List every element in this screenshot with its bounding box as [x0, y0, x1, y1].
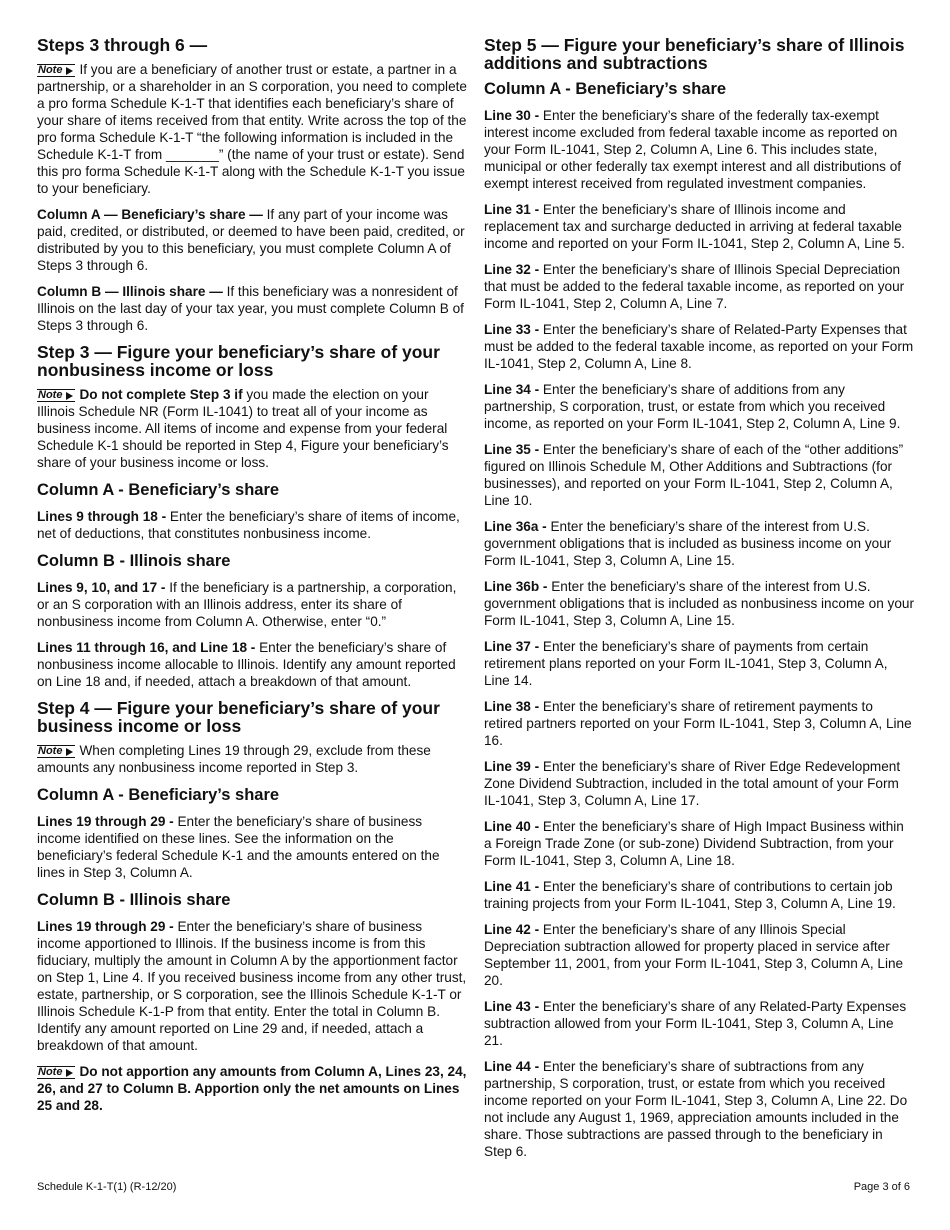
line-text: Enter the beneficiary’s share of the federally tax-exempt interest income excluded from federal taxable income as reported on your Form IL-1041, Step 2, Column A, Line 6. This includes state, municipal or other federally tax exempt interest and all distributions of exempt interest received from regulated investment companies. — [484, 108, 902, 191]
line-text: Enter the beneficiary’s share of each of the “other additions” figured on Illinois Schedule M, Other Additions and Subtractions (for businesses), and reported on your Form IL-1041, Step 2, Column A, Line 10. — [484, 442, 904, 508]
line-label: Line 43 - — [484, 999, 540, 1014]
line-instruction — [484, 518, 914, 569]
step-3-note: Note Do not complete Step 3 if you made the election on your Illinois Schedule NR (Form IL-1041) to treat all of your income as business income. All items of income and expense from your federal Schedule K-1 should be reported in Step 4, Figure your beneficiary’s share of your business income or loss. — [37, 387, 449, 470]
line-label: Line 30 - — [484, 108, 540, 123]
line-text: Enter the beneficiary’s share of Related-Party Expenses that must be added to the federal taxable income, as reported on your Form IL-1041, Step 2, Column A, Line 8. — [484, 322, 914, 371]
step-4-column-a-heading: Column A - Beneficiary’s share — [37, 786, 280, 804]
step-3-column-a-text: Lines 9 through 18 - Enter the beneficiary’s share of items of income, net of deductions, that constitutes nonbusiness income. — [37, 509, 460, 541]
step-5-column-a-heading: Column A - Beneficiary’s share — [484, 80, 727, 98]
line-text: Enter the beneficiary’s share of any Related-Party Expenses subtraction allowed from your Form IL-1041, Step 3, Column A, Line 21. — [484, 999, 907, 1048]
step-4-column-b-text: Lines 19 through 29 - Enter the beneficiary’s share of business income apportioned to Illinois. If the business income is from this fiduciary, multiply the amount in Column A by the apportionment factor on Step 1, Line 4. If you received business income from any other trust, estate, partnership, or S corporation, see the Illinois Schedule K-1-T or Illinois Schedule K-1-P from that entity. Enter the total in Column B. Identify any amount reported on Line 29 and, if needed, attach a breakdown of that amount. — [37, 919, 467, 1053]
line-instruction — [484, 878, 914, 912]
line-text: Enter the beneficiary’s share of the interest from U.S. government obligations that is included as nonbusiness income on your Form IL-1041, Step 3, Column A, Line 15. — [484, 579, 914, 628]
line-text: Enter the beneficiary’s share of High Impact Business within a Foreign Trade Zone (or sub-zone) Dividend Subtraction, from your Form IL-1041, Step 3, Column A, Line 18. — [484, 819, 904, 868]
right-column — [484, 30, 914, 1169]
line-instructions-list — [484, 107, 914, 1160]
line-text: Enter the beneficiary’s share of the interest from U.S. government obligations that is included as business income on your Form IL-1041, Step 3, Column A, Line 15. — [484, 519, 892, 568]
line-text: Enter the beneficiary’s share of retirement payments to retired partners reported on your Form IL-1041, Step 3, Column A, Line 16. — [484, 699, 912, 748]
line-label: Line 36b - — [484, 579, 548, 594]
line-label: Line 35 - — [484, 442, 540, 457]
note-icon: Note — [37, 1066, 75, 1079]
line-instruction — [484, 921, 914, 989]
line-instruction — [484, 998, 914, 1049]
page-number: Page 3 of 6 — [853, 1181, 910, 1193]
line-label: Line 36a - — [484, 519, 547, 534]
line-instruction — [484, 441, 914, 509]
line-label: Line 31 - — [484, 202, 540, 217]
line-label: Line 34 - — [484, 382, 540, 397]
line-text: Enter the beneficiary’s share of Illinois Special Depreciation that must be added to the federal taxable income, as reported on your Form IL-1041, Step 2, Column A, Line 7. — [484, 262, 905, 311]
line-instruction — [484, 578, 914, 629]
line-label: Line 44 - — [484, 1059, 540, 1074]
line-text: Enter the beneficiary’s share of any Illinois Special Depreciation subtraction allowed for property placed in service after September 11, 2001, from your Form IL-1041, Step 3, Column A, Line 20. — [484, 922, 904, 988]
left-column — [37, 30, 467, 1123]
line-label: Line 39 - — [484, 759, 540, 774]
steps-3-6-heading: Steps 3 through 6 — — [37, 35, 208, 55]
step-3-heading: Step 3 — Figure your beneficiary’s share of your nonbusiness income or loss — [37, 342, 440, 380]
line-instruction — [484, 201, 914, 252]
line-instruction — [484, 698, 914, 749]
steps-note-paragraph: Note If you are a beneficiary of another trust or estate, a partner in a partnership, or a shareholder in an S corporation, you need to complete a pro forma Schedule K-1-T that identifies each beneficiary’s share of your share of items received from that entity. Write across the top of the pro forma Schedule K-1-T “the following information is included in the Schedule K-1-T from _______” (the name of your trust or estate). Send this pro forma Schedule K-1-T along with the Schedule K-1-T you issue to your beneficiary. — [37, 62, 467, 196]
column-a-intro: Column A — Beneficiary’s share — If any part of your income was paid, credited, or distributed, or deemed to have been paid, credited, or distributed by you to this beneficiary, you must complete Column A of Steps 3 through 6. — [37, 207, 465, 273]
line-text: Enter the beneficiary’s share of River Edge Redevelopment Zone Dividend Subtraction, included in the total amount of your Form IL-1041, Step 3, Column A, Line 17. — [484, 759, 901, 808]
line-instruction — [484, 638, 914, 689]
note-icon: Note — [37, 64, 75, 77]
line-text: Enter the beneficiary’s share of Illinois income and replacement tax and surcharge deducted in arriving at federal taxable income and reported on your Form IL-1041, Step 2, Column A, Line 5. — [484, 202, 905, 251]
line-instruction — [484, 107, 914, 192]
line-instruction — [484, 758, 914, 809]
step-3-column-b-heading: Column B - Illinois share — [37, 552, 231, 570]
step-5-heading: Step 5 — Figure your beneficiary’s share of Illinois additions and subtractions — [484, 35, 905, 73]
step-3-column-b-text-2: Lines 11 through 16, and Line 18 - Enter the beneficiary’s share of nonbusiness income allocable to Illinois. Identify any amount reported on Line 18 and, if needed, attach a breakdown of that amount. — [37, 640, 456, 689]
note-icon: Note — [37, 389, 75, 402]
line-instruction — [484, 321, 914, 372]
line-instruction — [484, 1058, 914, 1160]
note-icon: Note — [37, 745, 75, 758]
line-instruction — [484, 381, 914, 432]
line-label: Line 40 - — [484, 819, 540, 834]
line-label: Line 32 - — [484, 262, 540, 277]
line-label: Line 42 - — [484, 922, 540, 937]
step-3-column-b-text-1: Lines 9, 10, and 17 - If the beneficiary is a partnership, a corporation, or an S corporation with an Illinois address, enter its share of nonbusiness income from Column A. Otherwise, enter “0.” — [37, 580, 457, 629]
step-4-heading: Step 4 — Figure your beneficiary’s share of your business income or loss — [37, 698, 440, 736]
step-4-note: Note When completing Lines 19 through 29, exclude from these amounts any nonbusiness income reported in Step 3. — [37, 743, 431, 775]
line-label: Line 41 - — [484, 879, 540, 894]
form-identifier: Schedule K-1-T(1) (R-12/20) — [37, 1181, 177, 1193]
final-note: Note Do not apportion any amounts from Column A, Lines 23, 24, 26, and 27 to Column B. Apportion only the net amounts on Lines 25 and 28. — [37, 1064, 467, 1113]
line-text: Enter the beneficiary’s share of additions from any partnership, S corporation, trust, or estate from which you received income, as reported on your Form IL-1041, Step 2, Column A, Line 9. — [484, 382, 901, 431]
line-text: Enter the beneficiary’s share of contributions to certain job training projects from your Form IL-1041, Step 3, Column A, Line 19. — [484, 879, 896, 911]
line-label: Line 37 - — [484, 639, 540, 654]
line-label: Line 38 - — [484, 699, 540, 714]
step-3-column-a-heading: Column A - Beneficiary’s share — [37, 481, 280, 499]
line-instruction — [484, 261, 914, 312]
line-text: Enter the beneficiary’s share of payments from certain retirement plans reported on your Form IL-1041, Step 3, Column A, Line 14. — [484, 639, 888, 688]
step-4-column-b-heading: Column B - Illinois share — [37, 891, 231, 909]
line-instruction — [484, 818, 914, 869]
column-b-intro: Column B — Illinois share — If this beneficiary was a nonresident of Illinois on the last day of your tax year, you must complete Column B of Steps 3 through 6. — [37, 284, 464, 333]
line-label: Line 33 - — [484, 322, 540, 337]
line-text: Enter the beneficiary’s share of subtractions from any partnership, S corporation, trust, or estate from which you received income reported on your Form IL-1041, Step 3, Column A, Line 22. Do not include any August 1, 1969, appreciation amounts included in the share. Those subtractions are passed through to the beneficiary in Step 6. — [484, 1059, 908, 1159]
step-4-column-a-text: Lines 19 through 29 - Enter the beneficiary’s share of business income identified on these lines. See the information on the beneficiary’s federal Schedule K-1 and the amounts entered on the lines in Step 3, Column A. — [37, 814, 440, 880]
